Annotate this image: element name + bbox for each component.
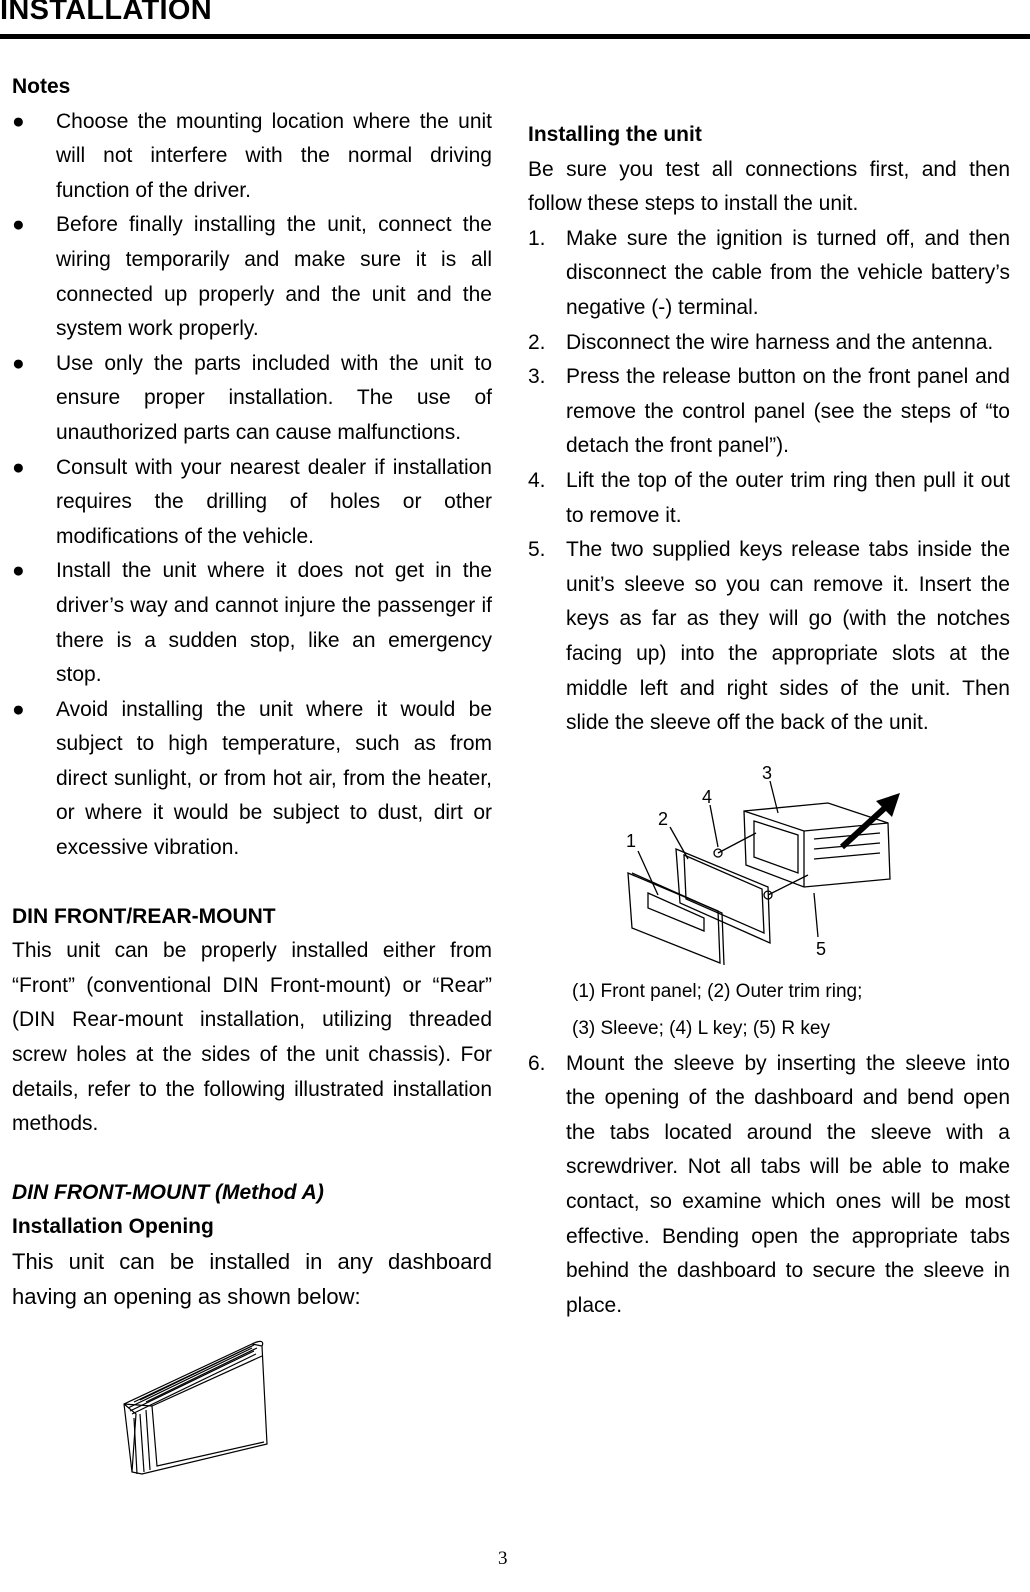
bullet-icon: ● xyxy=(12,455,25,479)
installation-opening-heading: Installation Opening xyxy=(12,1215,214,1239)
diagram-label-4: 4 xyxy=(702,786,713,807)
diagram-caption-line1: (1) Front panel; (2) Outer trim ring; xyxy=(572,980,863,1002)
bullet-icon: ● xyxy=(12,697,25,721)
diagram-label-2: 2 xyxy=(658,808,669,829)
bullet-icon: ● xyxy=(12,351,25,375)
diagram-label-1: 1 xyxy=(626,830,637,851)
list-item: ● Avoid installing the unit where it would be subject to high temperature, such as from direct sunlight, or from hot air, from the heater, or where it would be subject to dust, dirt or excessive vibration. xyxy=(12,693,492,866)
dashboard-opening-illustration xyxy=(112,1334,312,1484)
din-mount-heading: DIN FRONT/REAR-MOUNT xyxy=(12,904,276,928)
list-item: 1. Make sure the ignition is turned off, and then disconnect the cable from the vehicle battery’s negative (-) terminal. xyxy=(528,226,1010,319)
page-title: INSTALLATION xyxy=(0,0,212,26)
list-item: 5. The two supplied keys release tabs inside the unit’s sleeve so you can remove it. Insert the keys as far as they will go (with the notches facing up) into the appropriate slots at the middle left and right sides of the unit. Then slide the sleeve off the back of the unit. xyxy=(528,538,1010,735)
method-a-heading: DIN FRONT-MOUNT (Method A) xyxy=(12,1180,324,1204)
diagram-label-3: 3 xyxy=(762,762,773,783)
list-item: ● Use only the parts included with the unit to ensure proper installation. The use of unauthorized parts can cause malfunctions. xyxy=(12,347,492,451)
notes-heading: Notes xyxy=(12,75,71,98)
notes-list xyxy=(12,105,492,866)
list-item: 3. Press the release button on the front panel and remove the control panel (see the steps of “to detach the front panel”). xyxy=(528,365,1010,458)
method-a-body: This unit can be installed in any dashboard having an opening as shown below: xyxy=(12,1249,492,1309)
list-item: ● Consult with your nearest dealer if installation requires the drilling of holes or other modifications of the vehicle. xyxy=(12,451,492,555)
list-item: 2. Disconnect the wire harness and the antenna. xyxy=(528,330,994,354)
header-divider xyxy=(0,34,1030,39)
list-item: 4. Lift the top of the outer trim ring then pull it out to remove it. xyxy=(528,468,1010,527)
installing-intro: Be sure you test all connections first, and then follow these steps to install the unit. xyxy=(528,157,1010,216)
list-item: ● Choose the mounting location where the unit will not interfere with the normal driving function of the driver. xyxy=(12,105,492,209)
list-item: 6. Mount the sleeve by inserting the sleeve into the opening of the dashboard and bend open the tabs located around the sleeve with a screwdriver. Not all tabs will be able to make contact, so examine which ones will be most effective. Bending open the appropriate tabs behind the dashboard to secure the sleeve in place. xyxy=(528,1051,1010,1317)
unit-exploded-diagram xyxy=(618,763,938,973)
page-number: 3 xyxy=(498,1548,508,1569)
diagram-caption-line2: (3) Sleeve; (4) L key; (5) R key xyxy=(572,1017,830,1039)
din-mount-body: This unit can be properly installed either from “Front” (conventional DIN Front-mount) or “Rear” (DIN Rear-mount installation, utilizing threaded screw holes at the sides of the unit chassis). For details, refer to the following illustrated installation methods. xyxy=(12,939,492,1136)
bullet-icon: ● xyxy=(12,559,25,583)
right-column xyxy=(528,118,1010,1323)
list-item: ● Before finally installing the unit, connect the wiring temporarily and make sure it is all connected up properly and the unit and the system work properly. xyxy=(12,208,492,346)
bullet-icon: ● xyxy=(12,213,25,237)
bullet-icon: ● xyxy=(12,109,25,133)
left-column xyxy=(12,70,492,1484)
diagram-label-5: 5 xyxy=(816,938,827,959)
installing-heading: Installing the unit xyxy=(528,123,702,146)
list-item: ● Install the unit where it does not get in the driver’s way and cannot injure the passenger if there is a sudden stop, like an emergency stop. xyxy=(12,554,492,692)
